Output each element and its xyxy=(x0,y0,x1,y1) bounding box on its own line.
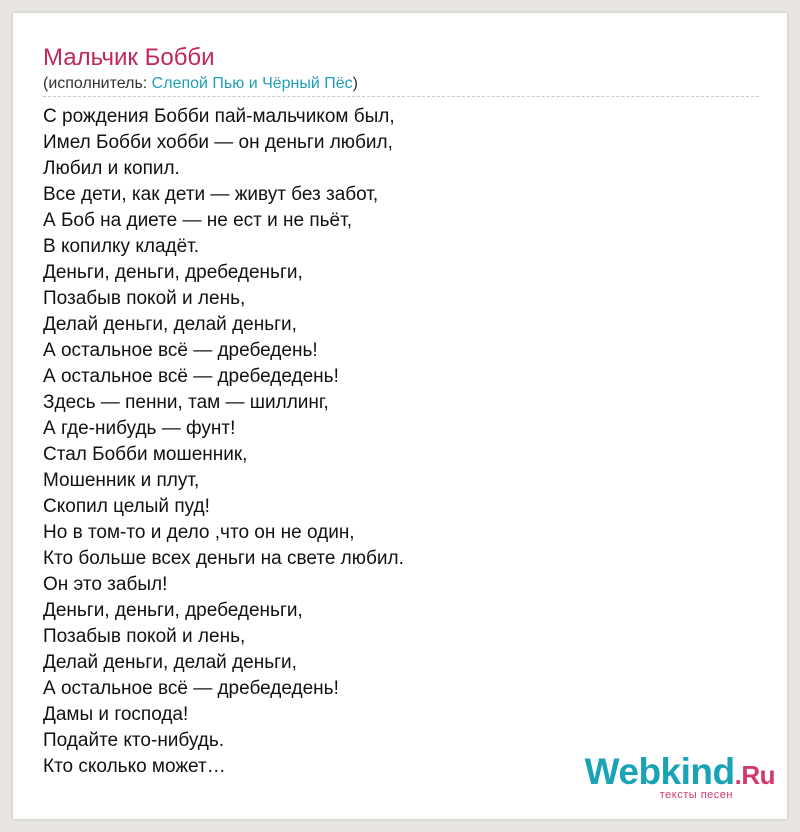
lyric-line: А Боб на диете — не ест и не пьёт, xyxy=(43,210,352,231)
lyric-line: Кто больше всех деньги на свете любил. xyxy=(43,548,404,569)
lyric-line: Любил и копил. xyxy=(43,158,180,179)
artist-link[interactable]: Слепой Пью и Чёрный Пёс xyxy=(151,75,353,92)
lyric-line: А остальное всё — дребедень! xyxy=(43,340,318,361)
lyric-line: А остальное всё — дребедедень! xyxy=(43,366,339,387)
site-logo[interactable] xyxy=(585,752,775,801)
lyrics-text xyxy=(43,104,404,780)
logo-tagline: тексты песен xyxy=(659,789,733,801)
lyric-line: Имел Бобби хобби — он деньги любил, xyxy=(43,132,393,153)
lyric-line: Дамы и господа! xyxy=(43,704,189,725)
lyric-line: Делай деньги, делай деньги, xyxy=(43,314,297,335)
lyric-line: А где-нибудь — фунт! xyxy=(43,418,236,439)
lyric-line: С рождения Бобби пай-мальчиком был, xyxy=(43,106,395,127)
logo-main-text: Webkind xyxy=(584,751,735,792)
lyric-line: Кто сколько может… xyxy=(43,756,226,777)
lyric-line: Делай деньги, делай деньги, xyxy=(43,652,297,673)
lyric-line: Позабыв покой и лень, xyxy=(43,626,246,647)
lyric-line: Стал Бобби мошенник, xyxy=(43,444,248,465)
lyric-line: Скопил целый пуд! xyxy=(43,496,210,517)
artist-line xyxy=(43,74,358,94)
divider xyxy=(43,96,759,97)
lyric-line: Здесь — пенни, там — шиллинг, xyxy=(43,392,329,413)
lyric-line: Позабыв покой и лень, xyxy=(43,288,246,309)
song-title: Мальчик Бобби xyxy=(43,44,215,71)
lyric-line: Но в том-то и дело ,что он не один, xyxy=(43,522,355,543)
lyric-line: Деньги, деньги, дребеденьги, xyxy=(43,600,303,621)
lyric-line: Он это забыл! xyxy=(43,574,168,595)
logo-suffix: .Ru xyxy=(734,760,775,790)
lyric-line: Мошенник и плут, xyxy=(43,470,200,491)
artist-prefix: (исполнитель: xyxy=(43,75,152,92)
lyric-line: Все дети, как дети — живут без забот, xyxy=(43,184,379,205)
lyric-line: А остальное всё — дребедедень! xyxy=(43,678,339,699)
lyric-line: В копилку кладёт. xyxy=(43,236,200,257)
artist-suffix: ) xyxy=(352,75,358,92)
lyrics-card xyxy=(12,12,788,820)
lyric-line: Подайте кто-нибудь. xyxy=(43,730,225,751)
lyric-line: Деньги, деньги, дребеденьги, xyxy=(43,262,303,283)
